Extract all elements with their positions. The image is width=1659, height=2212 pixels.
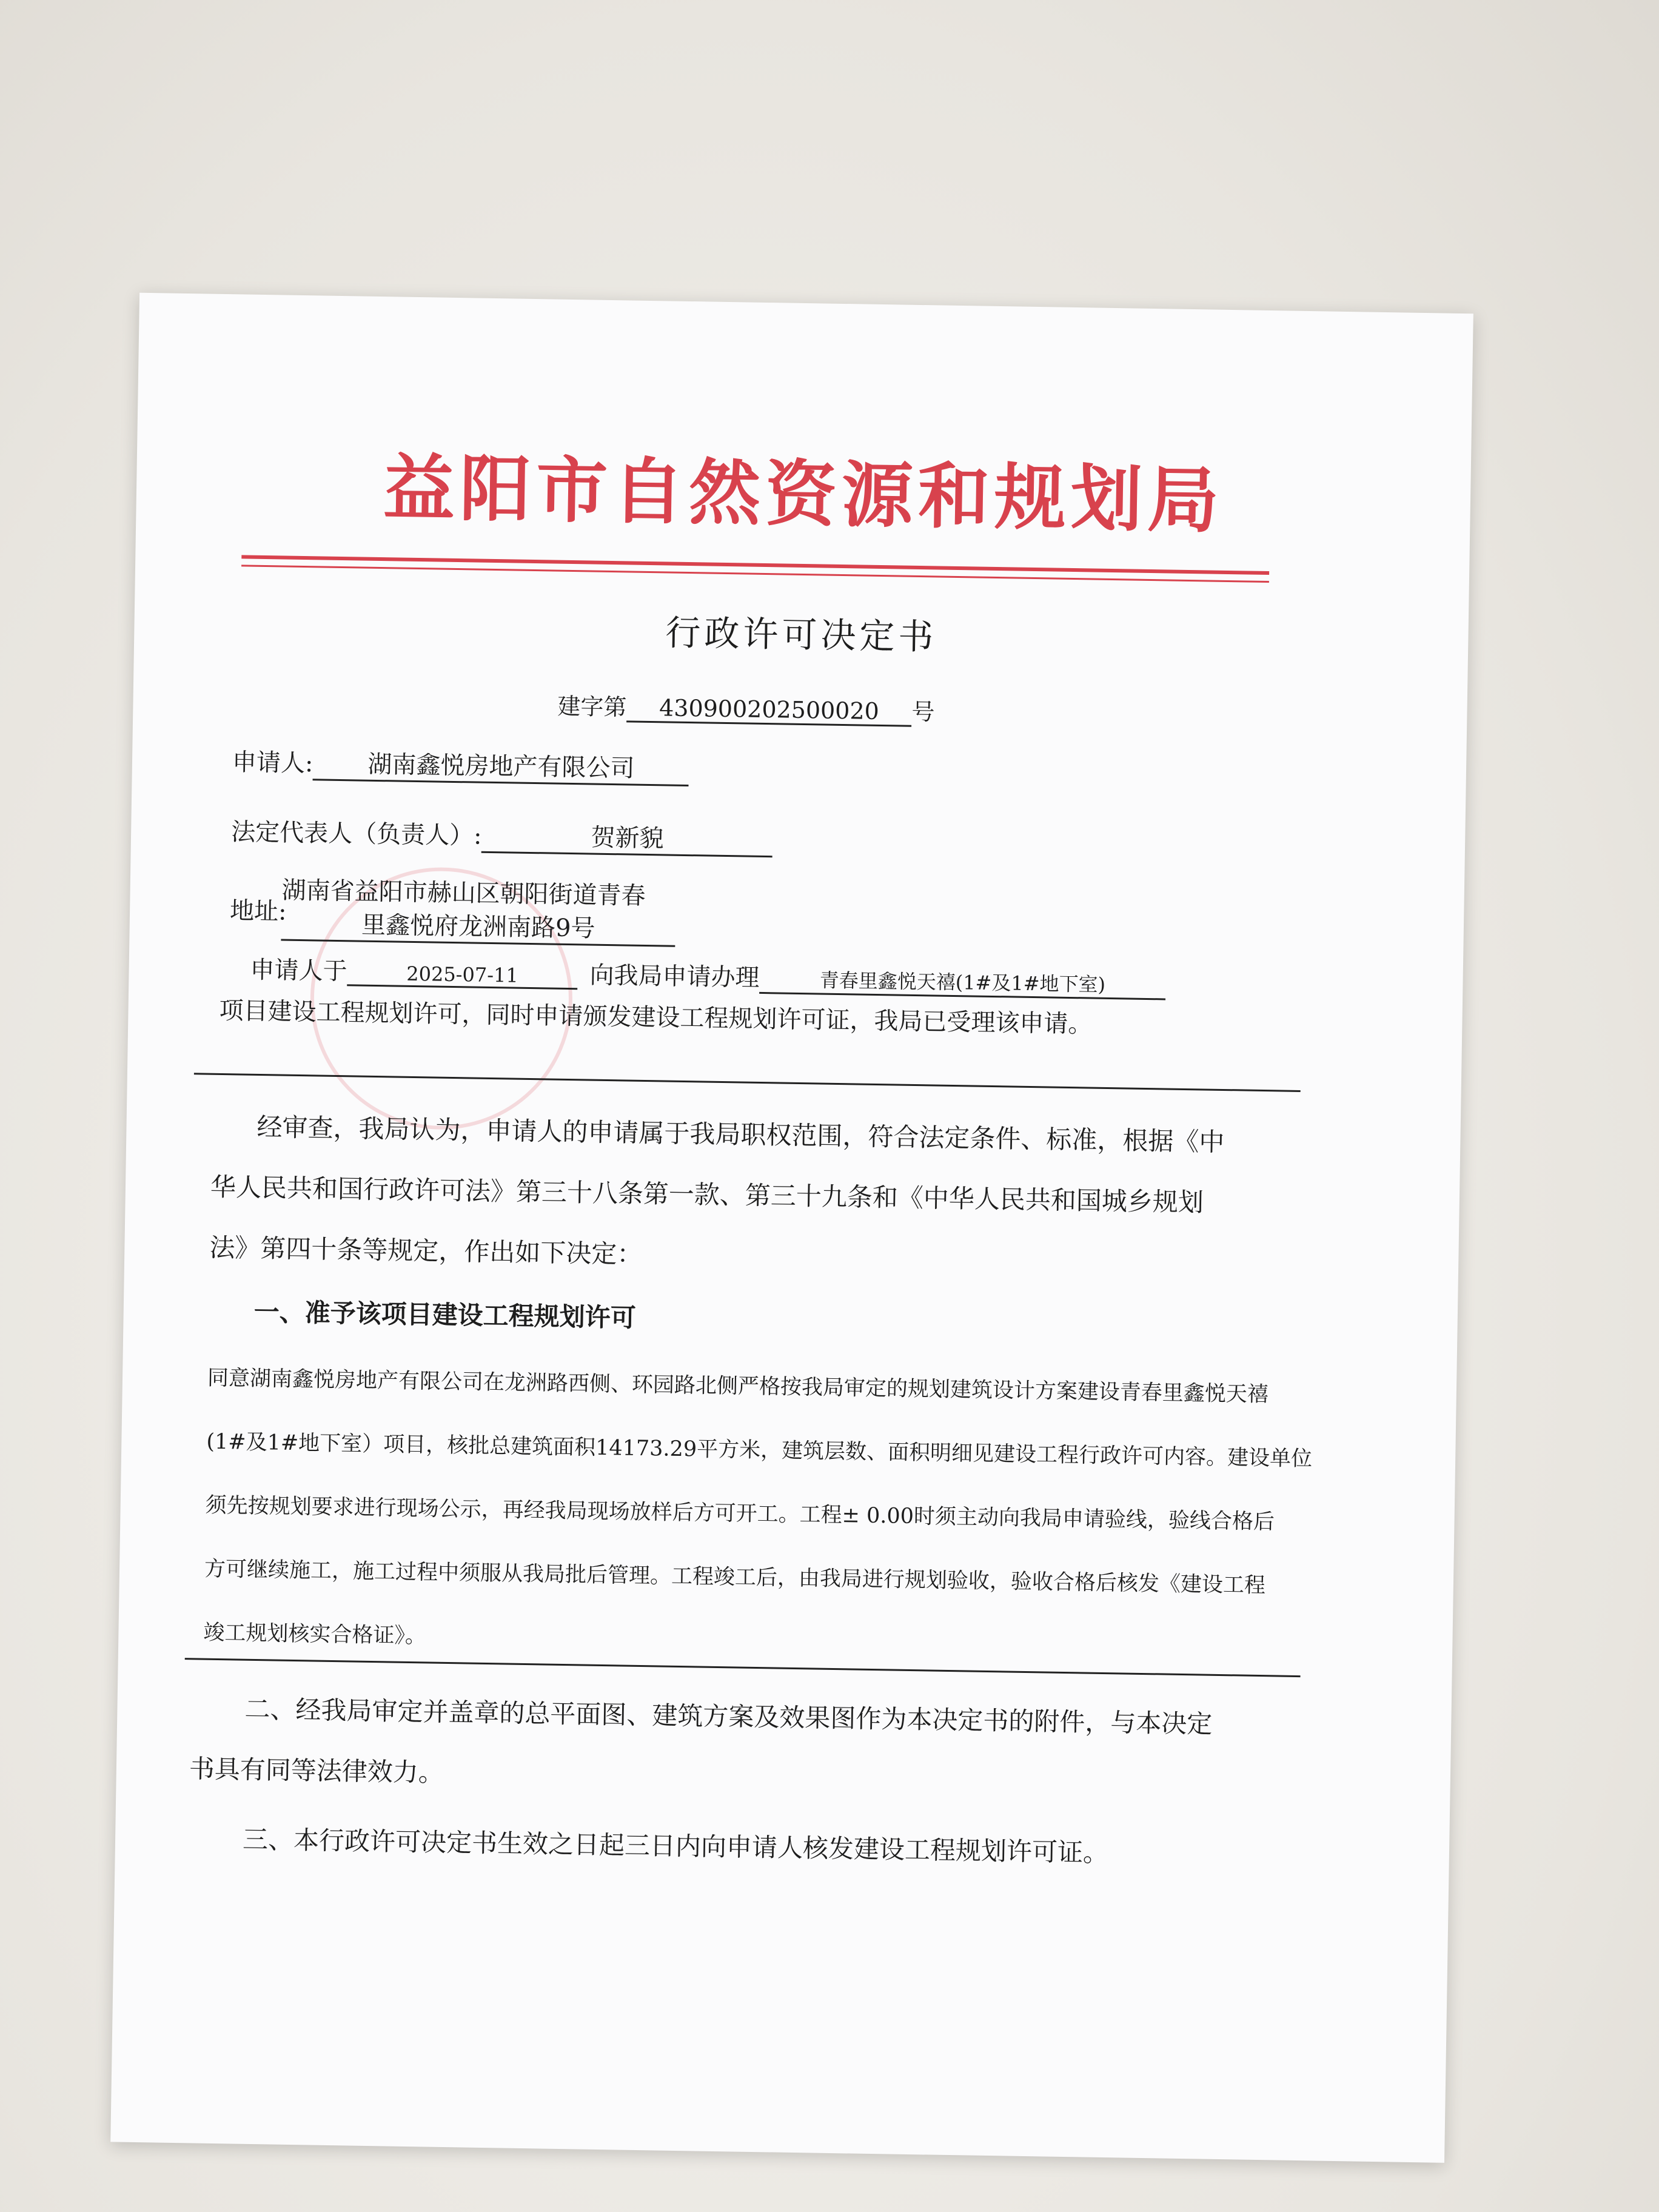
doc-number-suffix: 号 (911, 698, 935, 726)
project-name: 青春里鑫悦天禧(1#及1#地下室) (759, 964, 1166, 1000)
decision-item-1-line-4: 方可继续施工，施工过程中须服从我局批后管理。工程竣工后，由我局进行规划验收，验收合格后核发《建设工程 (204, 1557, 1266, 1598)
legal-rep-label: 法定代表人（负责人）: (230, 818, 482, 850)
applied-prefix: 申请人于 (250, 956, 347, 986)
address-label: 地址: (229, 897, 287, 926)
address-line-2: 里鑫悦府龙洲南路9号 (281, 905, 675, 947)
applied-date: 2025-07-11 (347, 961, 578, 990)
doc-number-prefix: 建字第 (557, 692, 627, 721)
applicant-value: 湖南鑫悦房地产有限公司 (313, 744, 689, 786)
document-page (110, 293, 1473, 2163)
decision-item-3-line-1: 三、本行政许可决定书生效之日起三日内向申请人核发建设工程规划许可证。 (242, 1824, 1109, 1868)
red-header-rule-bottom (241, 565, 1269, 583)
decision-item-1-line-3: 须先按规划要求进行现场公示，再经我局现场放样后方可开工。工程± 0.00时须主动向我局申请验线，验线合格后 (205, 1493, 1275, 1535)
decision-item-1-line-1: 同意湖南鑫悦房地产有限公司在龙洲路西侧、环园路北侧严格按我局审定的规划建筑设计方案建设青春里鑫悦天禧 (207, 1366, 1269, 1407)
applied-middle: 向我局申请办理 (589, 961, 760, 992)
document-title: 行政许可决定书 (665, 612, 937, 658)
doc-number-value: 430900202500020 (626, 694, 912, 726)
legal-rep-value: 贺新貌 (481, 817, 773, 858)
decision-item-2-line-1: 二、经我局审定并盖章的总平面图、建筑方案及效果图作为本决定书的附件，与本决定 (244, 1694, 1213, 1739)
applicant-line (232, 743, 689, 786)
acceptance-text: 项目建设工程规划许可，同时申请颁发建设工程规划许可证，我局已受理该申请。 (219, 996, 1093, 1039)
decision-item-1-heading: 一、准予该项目建设工程规划许可 (253, 1296, 637, 1333)
document-number (557, 688, 935, 728)
legal-rep-line (231, 813, 773, 857)
applicant-label: 申请人: (232, 748, 313, 778)
decision-item-2-line-2: 书具有同等法律效力。 (189, 1754, 444, 1788)
review-line-3: 法》第四十条等规定，作出如下决定： (209, 1232, 643, 1269)
item-1-divider (185, 1658, 1301, 1677)
decision-item-1-line-5: 竣工规划核实合格证》。 (203, 1620, 427, 1649)
issuing-authority-title: 益阳市自然资源和规划局 (383, 446, 1225, 543)
decision-item-1-line-2: (1#及1#地下室）项目，核批总建筑面积14173.29平方米，建筑层数、面积明细见建设工程行政许可内容。建设单位 (206, 1429, 1313, 1472)
red-header-rule-top (241, 555, 1269, 575)
address-line-1: 湖南省益阳市赫山区朝阳街道青春 (281, 876, 646, 910)
review-line-2: 华人民共和国行政许可法》第三十八条第一款、第三十九条和《中华人民共和国城乡规划 (210, 1171, 1204, 1218)
review-line-1: 经审查，我局认为，申请人的申请属于我局职权范围，符合法定条件、标准，根据《中 (256, 1111, 1225, 1157)
